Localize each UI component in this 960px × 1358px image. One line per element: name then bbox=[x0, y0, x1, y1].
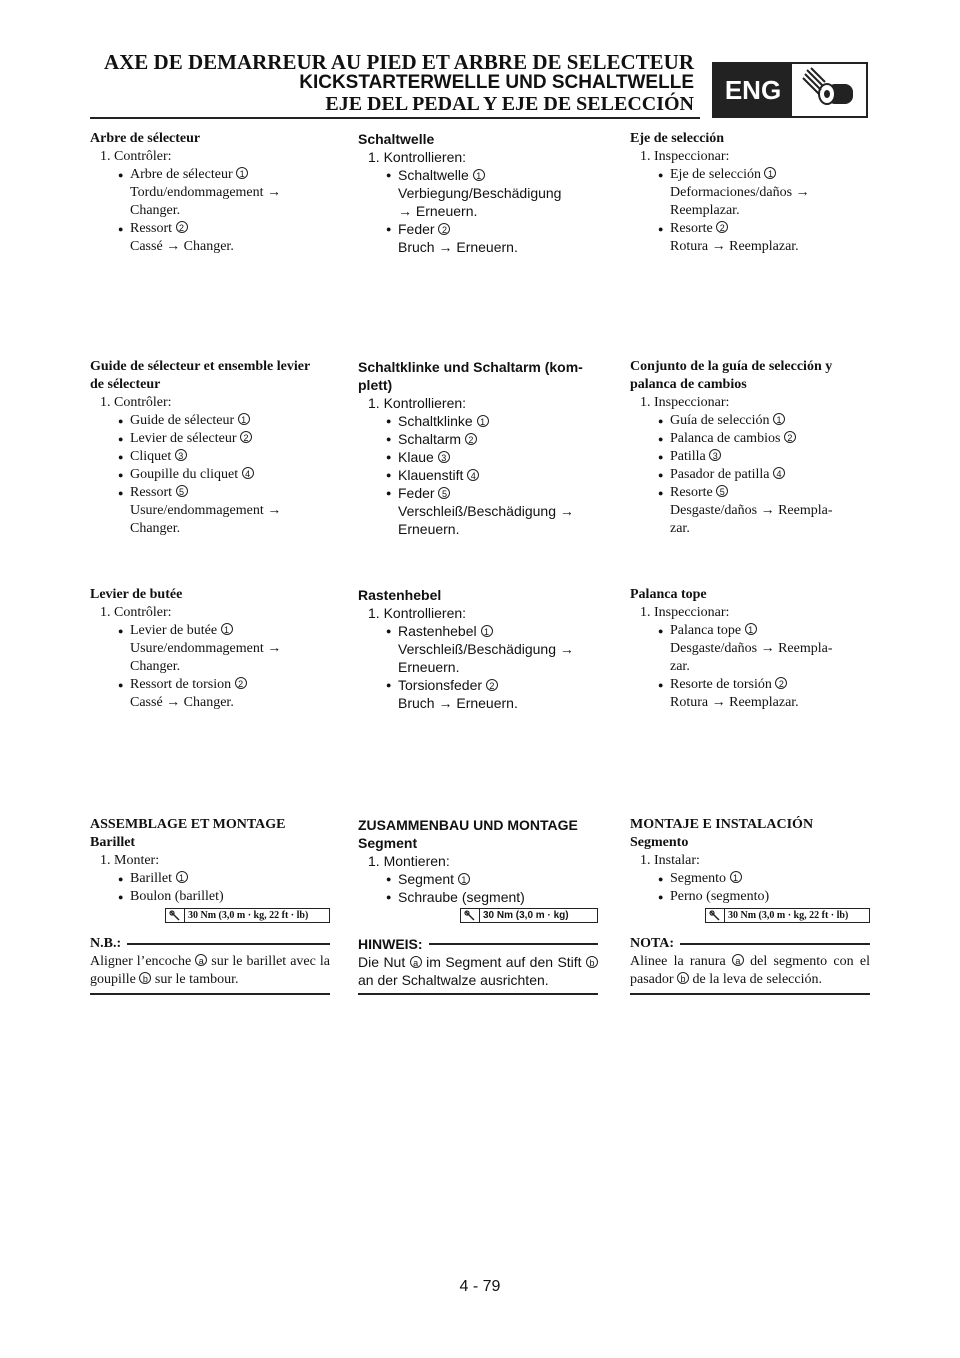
step-1: 1. Contrôler: bbox=[100, 149, 172, 164]
detail-text: Rotura → Reemplazar. bbox=[670, 239, 799, 254]
detail-text: Bruch → Erneuern. bbox=[398, 239, 518, 255]
note-box bbox=[90, 935, 330, 995]
torque-spec bbox=[705, 908, 870, 923]
bullet-item: ● Ressort de torsion 2 bbox=[90, 676, 330, 694]
torque-value: 30 Nm (3,0 m · kg, 22 ft · lb) bbox=[188, 910, 309, 921]
bullet-item: ● Palanca de cambios 2 bbox=[630, 430, 870, 448]
bullet-item: ● Resorte 5 bbox=[630, 484, 870, 502]
bullet-item: ● Levier de butée 1 bbox=[90, 622, 330, 640]
callout-number: 4 bbox=[773, 467, 785, 479]
callout-number: 1 bbox=[458, 873, 470, 885]
section-levier-de-butee bbox=[90, 586, 330, 712]
bullet-item: ● Ressort 5 bbox=[90, 484, 330, 502]
callout-number: 2 bbox=[784, 431, 796, 443]
bullet-item: ● Guía de selección 1 bbox=[630, 412, 870, 430]
detail-text: Tordu/endommagement → bbox=[130, 185, 282, 200]
callout-number: 1 bbox=[764, 167, 776, 179]
callout-number: 2 bbox=[176, 221, 188, 233]
bullet-item: ● Barillet 1 bbox=[90, 870, 330, 888]
detail-text: Erneuern. bbox=[398, 521, 460, 537]
bullet-item: ● Schaltarm 2 bbox=[358, 430, 598, 448]
wrench-icon bbox=[461, 909, 480, 922]
section-guia-de-seleccion bbox=[630, 358, 870, 538]
eng-badge bbox=[712, 62, 868, 118]
callout-number: 1 bbox=[221, 623, 233, 635]
section-title: de sélecteur bbox=[90, 377, 161, 392]
section-zusammenbau bbox=[358, 816, 598, 995]
detail-text: Changer. bbox=[130, 203, 181, 218]
step-1: 1. Kontrollieren: bbox=[368, 605, 467, 621]
callout-number: 2 bbox=[775, 677, 787, 689]
bullet-item: ● Segment 1 bbox=[358, 870, 598, 888]
step-1: 1. Kontrollieren: bbox=[368, 395, 467, 411]
callout-letter: b bbox=[586, 956, 598, 968]
bullet-item: ● Goupille du cliquet 4 bbox=[90, 466, 330, 484]
bullet-item: ● Palanca tope 1 bbox=[630, 622, 870, 640]
header-title-es: EJE DEL PEDAL Y EJE DE SELECCIÓN bbox=[325, 93, 694, 115]
section-arbre-de-selecteur bbox=[90, 130, 330, 256]
section-montaje bbox=[630, 816, 870, 995]
bullet-item: ● Schaltwelle 1 bbox=[358, 166, 598, 184]
section-schaltwelle bbox=[358, 130, 598, 256]
callout-letter: a bbox=[410, 956, 422, 968]
detail-text: Verschleiß/Beschädigung → bbox=[398, 503, 574, 519]
bullet-item: ● Schraube (segment) bbox=[358, 888, 598, 906]
torque-value: 30 Nm (3,0 m · kg) bbox=[483, 910, 569, 921]
bullet-item: ● Boulon (barillet) bbox=[90, 888, 330, 906]
detail-text: Desgaste/daños → Reempla- bbox=[670, 503, 833, 518]
callout-number: 4 bbox=[467, 469, 479, 481]
note-rule bbox=[127, 943, 330, 945]
callout-letter: a bbox=[195, 954, 207, 966]
bullet-item: ● Klauenstift 4 bbox=[358, 466, 598, 484]
bullet-item: ● Feder 5 bbox=[358, 484, 598, 502]
callout-number: 1 bbox=[481, 625, 493, 637]
bullet-item: ● Levier de sélecteur 2 bbox=[90, 430, 330, 448]
callout-letter: b bbox=[139, 972, 151, 984]
note-text: Die Nut a im Segment auf den Stift b an der Schaltwalze ausrichten. bbox=[358, 953, 598, 989]
section-title: Guide de sélecteur et ensemble levier bbox=[90, 359, 311, 374]
bullet-item: ● Eje de selección 1 bbox=[630, 166, 870, 184]
bullet-item: ● Rastenhebel 1 bbox=[358, 622, 598, 640]
callout-number: 3 bbox=[709, 449, 721, 461]
step-1: 1. Inspeccionar: bbox=[640, 605, 730, 620]
section-rastenhebel bbox=[358, 586, 598, 712]
note-heading: HINWEIS: bbox=[358, 936, 423, 952]
callout-number: 2 bbox=[486, 679, 498, 691]
detail-text: Deformaciones/daños → bbox=[670, 185, 810, 200]
step-1: 1. Inspeccionar: bbox=[640, 395, 730, 410]
section-palanca-tope bbox=[630, 586, 870, 712]
bullet-item: ● Patilla 3 bbox=[630, 448, 870, 466]
callout-number: 4 bbox=[242, 467, 254, 479]
detail-text: → Erneuern. bbox=[398, 203, 478, 219]
bullet-item: ● Schaltklinke 1 bbox=[358, 412, 598, 430]
callout-number: 2 bbox=[240, 431, 252, 443]
step-1: 1. Instalar: bbox=[640, 853, 700, 868]
detail-text: zar. bbox=[670, 659, 690, 674]
header-title-fr: AXE DE DEMARREUR AU PIED ET ARBRE DE SELECTEUR bbox=[103, 50, 694, 74]
section-eje-de-seleccion bbox=[630, 130, 870, 256]
engine-icon bbox=[792, 64, 866, 116]
callout-number: 1 bbox=[730, 871, 742, 883]
section-title: MONTAJE E INSTALACIÓN bbox=[630, 817, 814, 832]
section-title: ZUSAMMENBAU UND MONTAGE bbox=[358, 817, 578, 833]
bullet-item: ● Pasador de patilla 4 bbox=[630, 466, 870, 484]
callout-number: 1 bbox=[473, 169, 485, 181]
page-header bbox=[0, 0, 960, 125]
bullet-item: ● Cliquet 3 bbox=[90, 448, 330, 466]
section-title: Eje de selección bbox=[630, 131, 725, 146]
note-box bbox=[630, 935, 870, 995]
step-1: 1. Contrôler: bbox=[100, 605, 172, 620]
eng-badge-label: ENG bbox=[714, 64, 792, 116]
detail-text: Verschleiß/Beschädigung → bbox=[398, 641, 574, 657]
detail-text: Usure/endommagement → bbox=[130, 503, 282, 518]
header-rule bbox=[90, 117, 700, 119]
torque-spec bbox=[165, 908, 330, 923]
detail-text: Desgaste/daños → Reempla- bbox=[670, 641, 833, 656]
callout-number: 2 bbox=[438, 223, 450, 235]
detail-text: Usure/endommagement → bbox=[130, 641, 282, 656]
bullet-item: ● Resorte 2 bbox=[630, 220, 870, 238]
bullet-item: ● Ressort 2 bbox=[90, 220, 330, 238]
section-title: Schaltklinke und Schaltarm (kom- bbox=[358, 359, 583, 375]
detail-text: Rotura → Reemplazar. bbox=[670, 695, 799, 710]
callout-number: 2 bbox=[716, 221, 728, 233]
detail-text: Changer. bbox=[130, 521, 181, 536]
bullet-item: ● Torsionsfeder 2 bbox=[358, 676, 598, 694]
callout-number: 1 bbox=[236, 167, 248, 179]
section-assemblage bbox=[90, 816, 330, 995]
section-title: Conjunto de la guía de selección y bbox=[630, 359, 833, 374]
wrench-icon bbox=[166, 909, 185, 922]
section-title: Schaltwelle bbox=[358, 131, 435, 147]
bullet-item: ● Perno (segmento) bbox=[630, 888, 870, 906]
bullet-item: ● Resorte de torsión 2 bbox=[630, 676, 870, 694]
detail-text: Bruch → Erneuern. bbox=[398, 695, 518, 711]
section-title: palanca de cambios bbox=[630, 377, 747, 392]
section-title: Rastenhebel bbox=[358, 587, 442, 603]
detail-text: zar. bbox=[670, 521, 690, 536]
detail-text: Erneuern. bbox=[398, 659, 460, 675]
torque-value: 30 Nm (3,0 m · kg, 22 ft · lb) bbox=[728, 910, 849, 921]
bullet-item: ● Klaue 3 bbox=[358, 448, 598, 466]
detail-text: Verbiegung/Beschädigung bbox=[398, 185, 562, 201]
note-text: Aligner l’encoche a sur le barillet avec la goupille b sur le tambour. bbox=[90, 954, 330, 987]
section-title: plett) bbox=[358, 377, 393, 393]
bullet-item: ● Arbre de sélecteur 1 bbox=[90, 166, 330, 184]
note-rule bbox=[429, 943, 598, 945]
callout-number: 1 bbox=[745, 623, 757, 635]
wrench-icon bbox=[706, 909, 725, 922]
section-subtitle: Barillet bbox=[90, 835, 136, 850]
section-schaltklinke bbox=[358, 358, 598, 538]
callout-number: 3 bbox=[175, 449, 187, 461]
callout-number: 1 bbox=[773, 413, 785, 425]
section-title: Palanca tope bbox=[630, 587, 707, 602]
detail-text: Cassé → Changer. bbox=[130, 239, 234, 254]
callout-number: 5 bbox=[176, 485, 188, 497]
callout-letter: b bbox=[677, 972, 689, 984]
note-box bbox=[358, 935, 598, 995]
bullet-item: ● Segmento 1 bbox=[630, 870, 870, 888]
step-1: 1. Contrôler: bbox=[100, 395, 172, 410]
callout-number: 1 bbox=[176, 871, 188, 883]
step-1: 1. Kontrollieren: bbox=[368, 149, 467, 165]
note-heading: NOTA: bbox=[630, 936, 675, 951]
page-number: 4 - 79 bbox=[459, 1278, 501, 1295]
header-title-de: KICKSTARTERWELLE UND SCHALTWELLE bbox=[299, 72, 694, 93]
step-1: 1. Montieren: bbox=[368, 853, 450, 869]
section-title: ASSEMBLAGE ET MONTAGE bbox=[90, 817, 286, 832]
callout-number: 3 bbox=[438, 451, 450, 463]
step-1: 1. Monter: bbox=[100, 853, 160, 868]
section-subtitle: Segment bbox=[358, 835, 418, 851]
callout-number: 5 bbox=[438, 487, 450, 499]
section-title: Arbre de sélecteur bbox=[90, 131, 201, 146]
note-text: Alinee la ranura a del segmento con el pasador b de la leva de selección. bbox=[630, 954, 870, 987]
callout-number: 1 bbox=[238, 413, 250, 425]
callout-letter: a bbox=[732, 954, 744, 966]
step-1: 1. Inspeccionar: bbox=[640, 149, 730, 164]
detail-text: Cassé → Changer. bbox=[130, 695, 234, 710]
section-title: Levier de butée bbox=[90, 587, 183, 602]
callout-number: 2 bbox=[235, 677, 247, 689]
detail-text: Reemplazar. bbox=[670, 203, 740, 218]
bullet-item: ● Guide de sélecteur 1 bbox=[90, 412, 330, 430]
note-heading: N.B.: bbox=[90, 936, 122, 951]
callout-number: 2 bbox=[465, 433, 477, 445]
detail-text: Changer. bbox=[130, 659, 181, 674]
note-rule bbox=[680, 943, 870, 945]
section-subtitle: Segmento bbox=[630, 835, 689, 850]
callout-number: 5 bbox=[716, 485, 728, 497]
torque-spec bbox=[460, 908, 598, 923]
section-guide-de-selecteur bbox=[90, 358, 330, 538]
callout-number: 1 bbox=[477, 415, 489, 427]
bullet-item: ● Feder 2 bbox=[358, 220, 598, 238]
